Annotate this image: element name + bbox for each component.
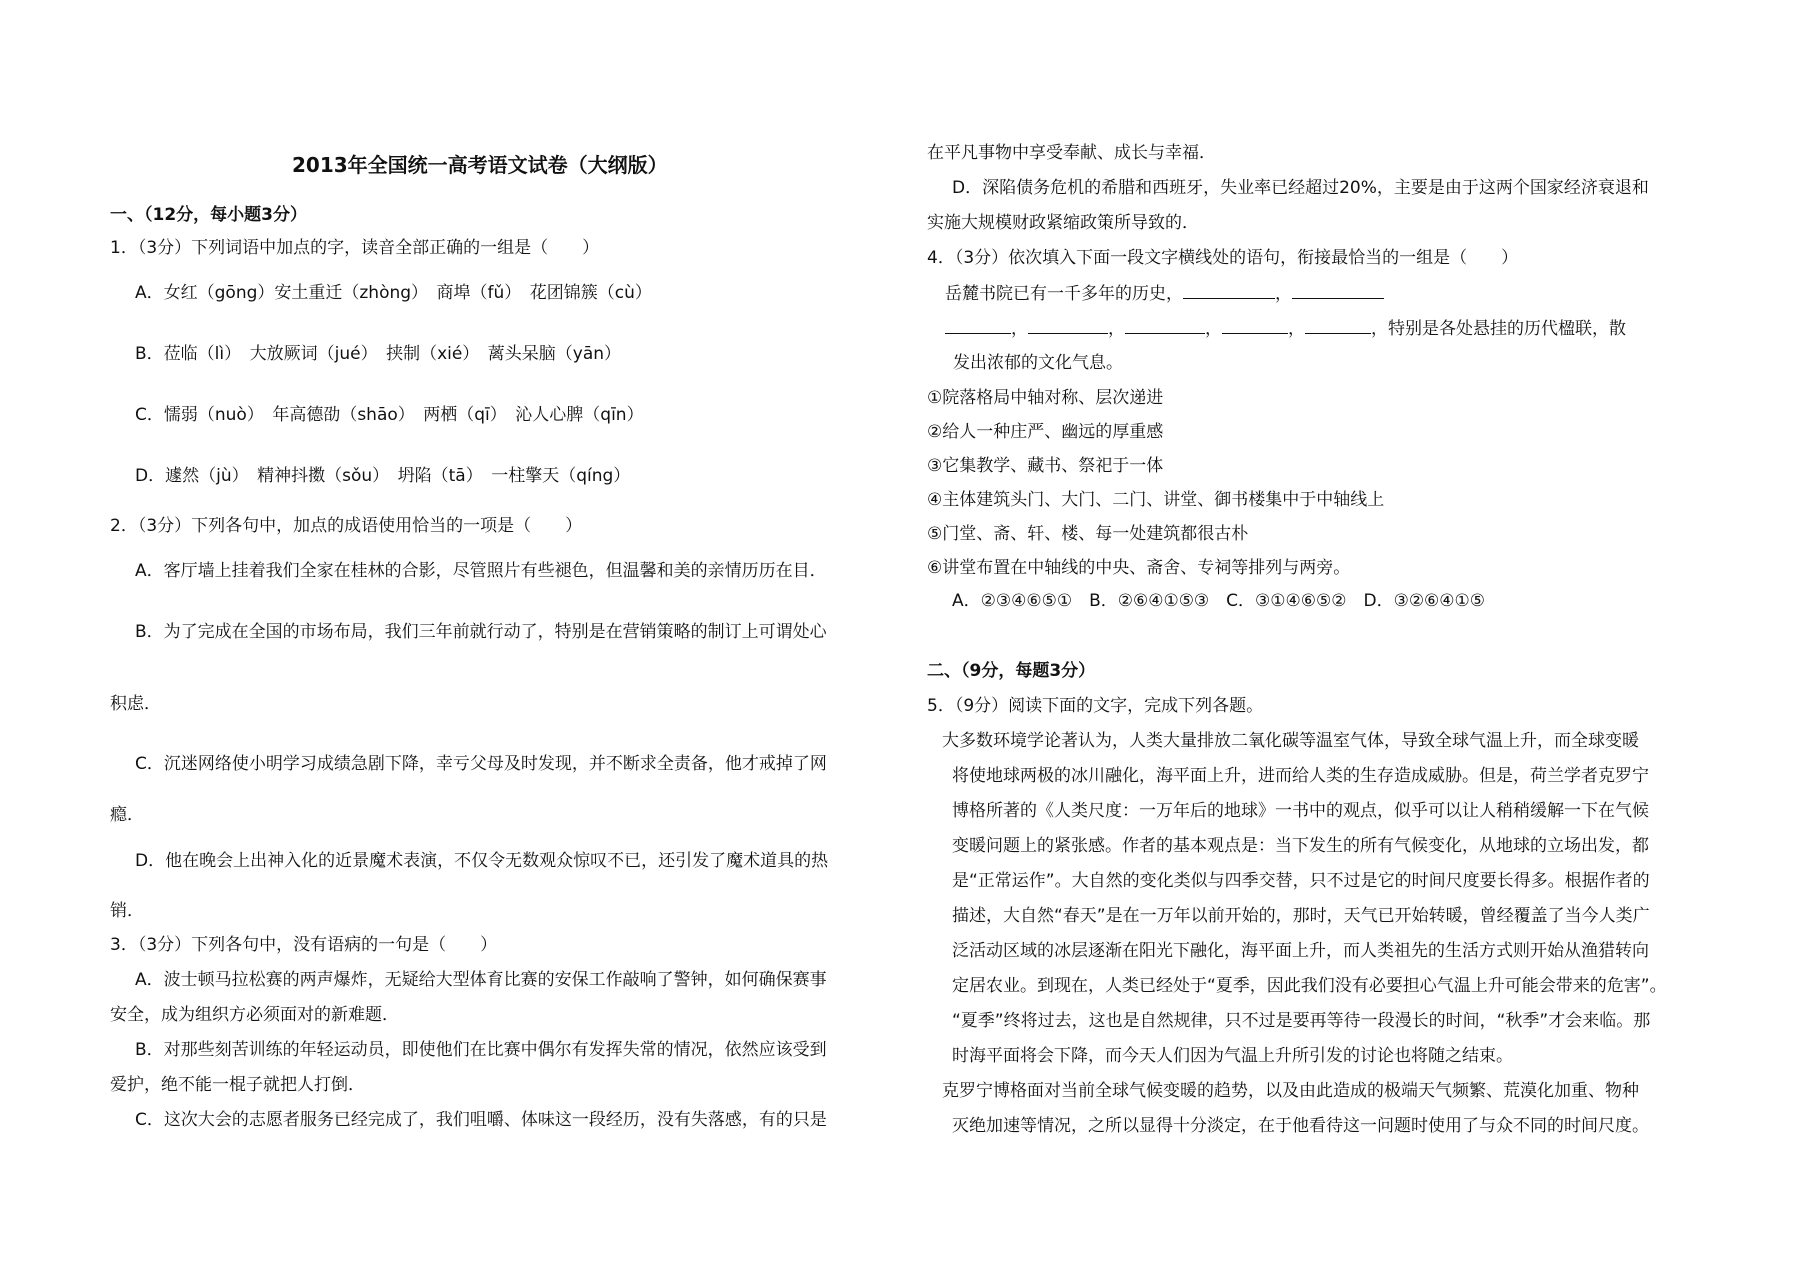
fill-blank: [1183, 282, 1275, 299]
fill-blank: [1125, 317, 1205, 334]
q4-stem: 4．（3分）依次填入下面一段文字横线处的语句，衔接最恰当的一组是（ ）: [927, 248, 1519, 268]
q4-item: ②给人一种庄严、幽远的厚重感: [927, 422, 1164, 442]
q3-option-c-line1: C．这次大会的志愿者服务已经完成了，我们咀嚼、体味这一段经历，没有失落感，有的只是: [135, 1110, 827, 1130]
q5-stem: 5．（9分）阅读下面的文字，完成下列各题。: [927, 696, 1264, 716]
q3-option-a-line2: 安全，成为组织方必须面对的新难题．: [110, 1005, 399, 1025]
q3-option-a-line1: A．波士顿马拉松赛的两声爆炸，无疑给大型体育比赛的安保工作敲响了警钟，如何确保赛事: [135, 970, 827, 990]
fill-blank: [1292, 282, 1384, 299]
section-1-heading: 一、（12分，每小题3分）: [110, 205, 307, 225]
q4-passage-line2-end: ，特别是各处悬挂的历代楹联，散: [1371, 319, 1626, 339]
q2-stem: 2．（3分）下列各句中，加点的成语使用恰当的一项是（ ）: [110, 516, 583, 536]
comma: ，: [1108, 319, 1125, 339]
q4-passage-line2: [945, 317, 1626, 340]
q3-option-d-line1: D．深陷债务危机的希腊和西班牙，失业率已经超过20%，主要是由于这两个国家经济衰退和: [952, 178, 1649, 198]
fill-blank: [1222, 317, 1288, 334]
comma: ，: [1011, 319, 1028, 339]
comma: ，: [1275, 284, 1292, 304]
q2-option-a: A．客厅墙上挂着我们全家在桂林的合影，尽管照片有些褪色，但温馨和美的亲情历历在目．: [135, 561, 827, 581]
q3-option-c-line2: 在平凡事物中享受奉献、成长与幸福．: [927, 143, 1216, 163]
q4-passage-line1: [945, 282, 1384, 305]
fill-blank: [1028, 317, 1108, 334]
q5-paragraph-line: 变暖问题上的紧张感。作者的基本观点是：当下发生的所有气候变化，从地球的立场出发，都: [952, 836, 1649, 856]
q5-paragraph-line: 将使地球两极的冰川融化，海平面上升，进而给人类的生存造成威胁。但是，荷兰学者克罗宁: [952, 766, 1649, 786]
q2-option-b-line2: 积虑．: [110, 694, 161, 714]
q5-paragraph-line: 泛活动区域的冰层逐渐在阳光下融化，海平面上升，而人类祖先的生活方式则开始从渔猎转向: [952, 941, 1649, 961]
q2-option-d-line2: 销．: [110, 901, 144, 921]
q3-option-d-line2: 实施大规模财政紧缩政策所导致的．: [927, 213, 1199, 233]
fill-blank: [945, 317, 1011, 334]
q4-item: ③它集教学、藏书、祭祀于一体: [927, 456, 1164, 476]
section-2-heading: 二、（9分，每题3分）: [927, 661, 1096, 681]
q5-paragraph-line: 博格所著的《人类尺度：一万年后的地球》一书中的观点，似乎可以让人稍稍缓解一下在气候: [952, 801, 1649, 821]
q2-option-b-line1: B．为了完成在全国的市场布局，我们三年前就行动了，特别是在营销策略的制订上可谓处心: [135, 622, 827, 642]
q3-option-b-line1: B．对那些刻苦训练的年轻运动员，即使他们在比赛中偶尔有发挥失常的情况，依然应该受到: [135, 1040, 827, 1060]
q4-options: A．②③④⑥⑤① B．②⑥④①⑤③ C．③①④⑥⑤② D．③②⑥④①⑤: [952, 591, 1486, 611]
comma: ，: [1205, 319, 1222, 339]
q2-option-c-line1: C．沉迷网络使小明学习成绩急剧下降，幸亏父母及时发现，并不断求全责备，他才戒掉了网: [135, 754, 827, 774]
q1-option-a: A．女红（gōng）安土重迁（zhòng） 商埠（fǔ） 花团锦簇（cù）: [135, 283, 652, 303]
q4-item: ④主体建筑头门、大门、二门、讲堂、御书楼集中于中轴线上: [927, 490, 1385, 510]
q5-paragraph-line: 克罗宁博格面对当前全球气候变暖的趋势，以及由此造成的极端天气频繁、荒漠化加重、物种: [942, 1081, 1639, 1101]
q4-passage-line3: 发出浓郁的文化气息。: [953, 353, 1123, 373]
q5-paragraph-line: 定居农业。到现在，人类已经处于“夏季，因此我们没有必要担心气温上升可能会带来的危害”。: [952, 976, 1667, 996]
q5-paragraph-line: 时海平面将会下降，而今天人们因为气温上升所引发的讨论也将随之结束。: [952, 1046, 1513, 1066]
q5-paragraph-line: 大多数环境学论著认为，人类大量排放二氧化碳等温室气体，导致全球气温上升，而全球变暖: [942, 731, 1639, 751]
fill-blank: [1305, 317, 1371, 334]
q5-paragraph-line: “夏季”终将过去，这也是自然规律，只不过是要再等待一段漫长的时间，“秋季”才会来临。那: [952, 1011, 1651, 1031]
q2-option-d-line1: D．他在晚会上出神入化的近景魔术表演，不仅令无数观众惊叹不已，还引发了魔术道具的热: [135, 851, 829, 871]
q4-item: ⑥讲堂布置在中轴线的中央、斋舍、专祠等排列与两旁。: [927, 558, 1351, 578]
q4-passage-start: 岳麓书院已有一千多年的历史，: [945, 284, 1183, 304]
page-title: 2013年全国统一高考语文试卷（大纲版）: [292, 153, 668, 177]
q3-stem: 3．（3分）下列各句中，没有语病的一句是（ ）: [110, 935, 498, 955]
q4-item: ⑤门堂、斋、轩、楼、每一处建筑都很古朴: [927, 524, 1249, 544]
q4-item: ①院落格局中轴对称、层次递进: [927, 388, 1164, 408]
q3-option-b-line2: 爱护，绝不能一棍子就把人打倒．: [110, 1075, 365, 1095]
q1-option-b: B．莅临（lì） 大放厥词（jué） 挟制（xié） 蓠头呆脑（yān）: [135, 344, 622, 364]
q1-option-d: D．遽然（jù） 精神抖擞（sǒu） 坍陷（tā） 一柱擎天（qíng）: [135, 466, 631, 486]
q5-paragraph-line: 是“正常运作”。大自然的变化类似与四季交替，只不过是它的时间尺度要长得多。根据作者的: [952, 871, 1650, 891]
q5-paragraph-line: 描述，大自然“春天”是在一万年以前开始的，那时，天气已开始转暖，曾经覆盖了当今人类广: [952, 906, 1650, 926]
comma: ，: [1288, 319, 1305, 339]
q1-stem: 1．（3分）下列词语中加点的字，读音全部正确的一组是（ ）: [110, 238, 600, 258]
q2-option-c-line2: 瘾．: [110, 805, 144, 825]
q1-option-c: C．懦弱（nuò） 年高德劭（shāo） 两栖（qī） 沁人心脾（qīn）: [135, 405, 644, 425]
q5-paragraph-line: 灭绝加速等情况，之所以显得十分淡定，在于他看待这一问题时使用了与众不同的时间尺度。: [952, 1116, 1649, 1136]
